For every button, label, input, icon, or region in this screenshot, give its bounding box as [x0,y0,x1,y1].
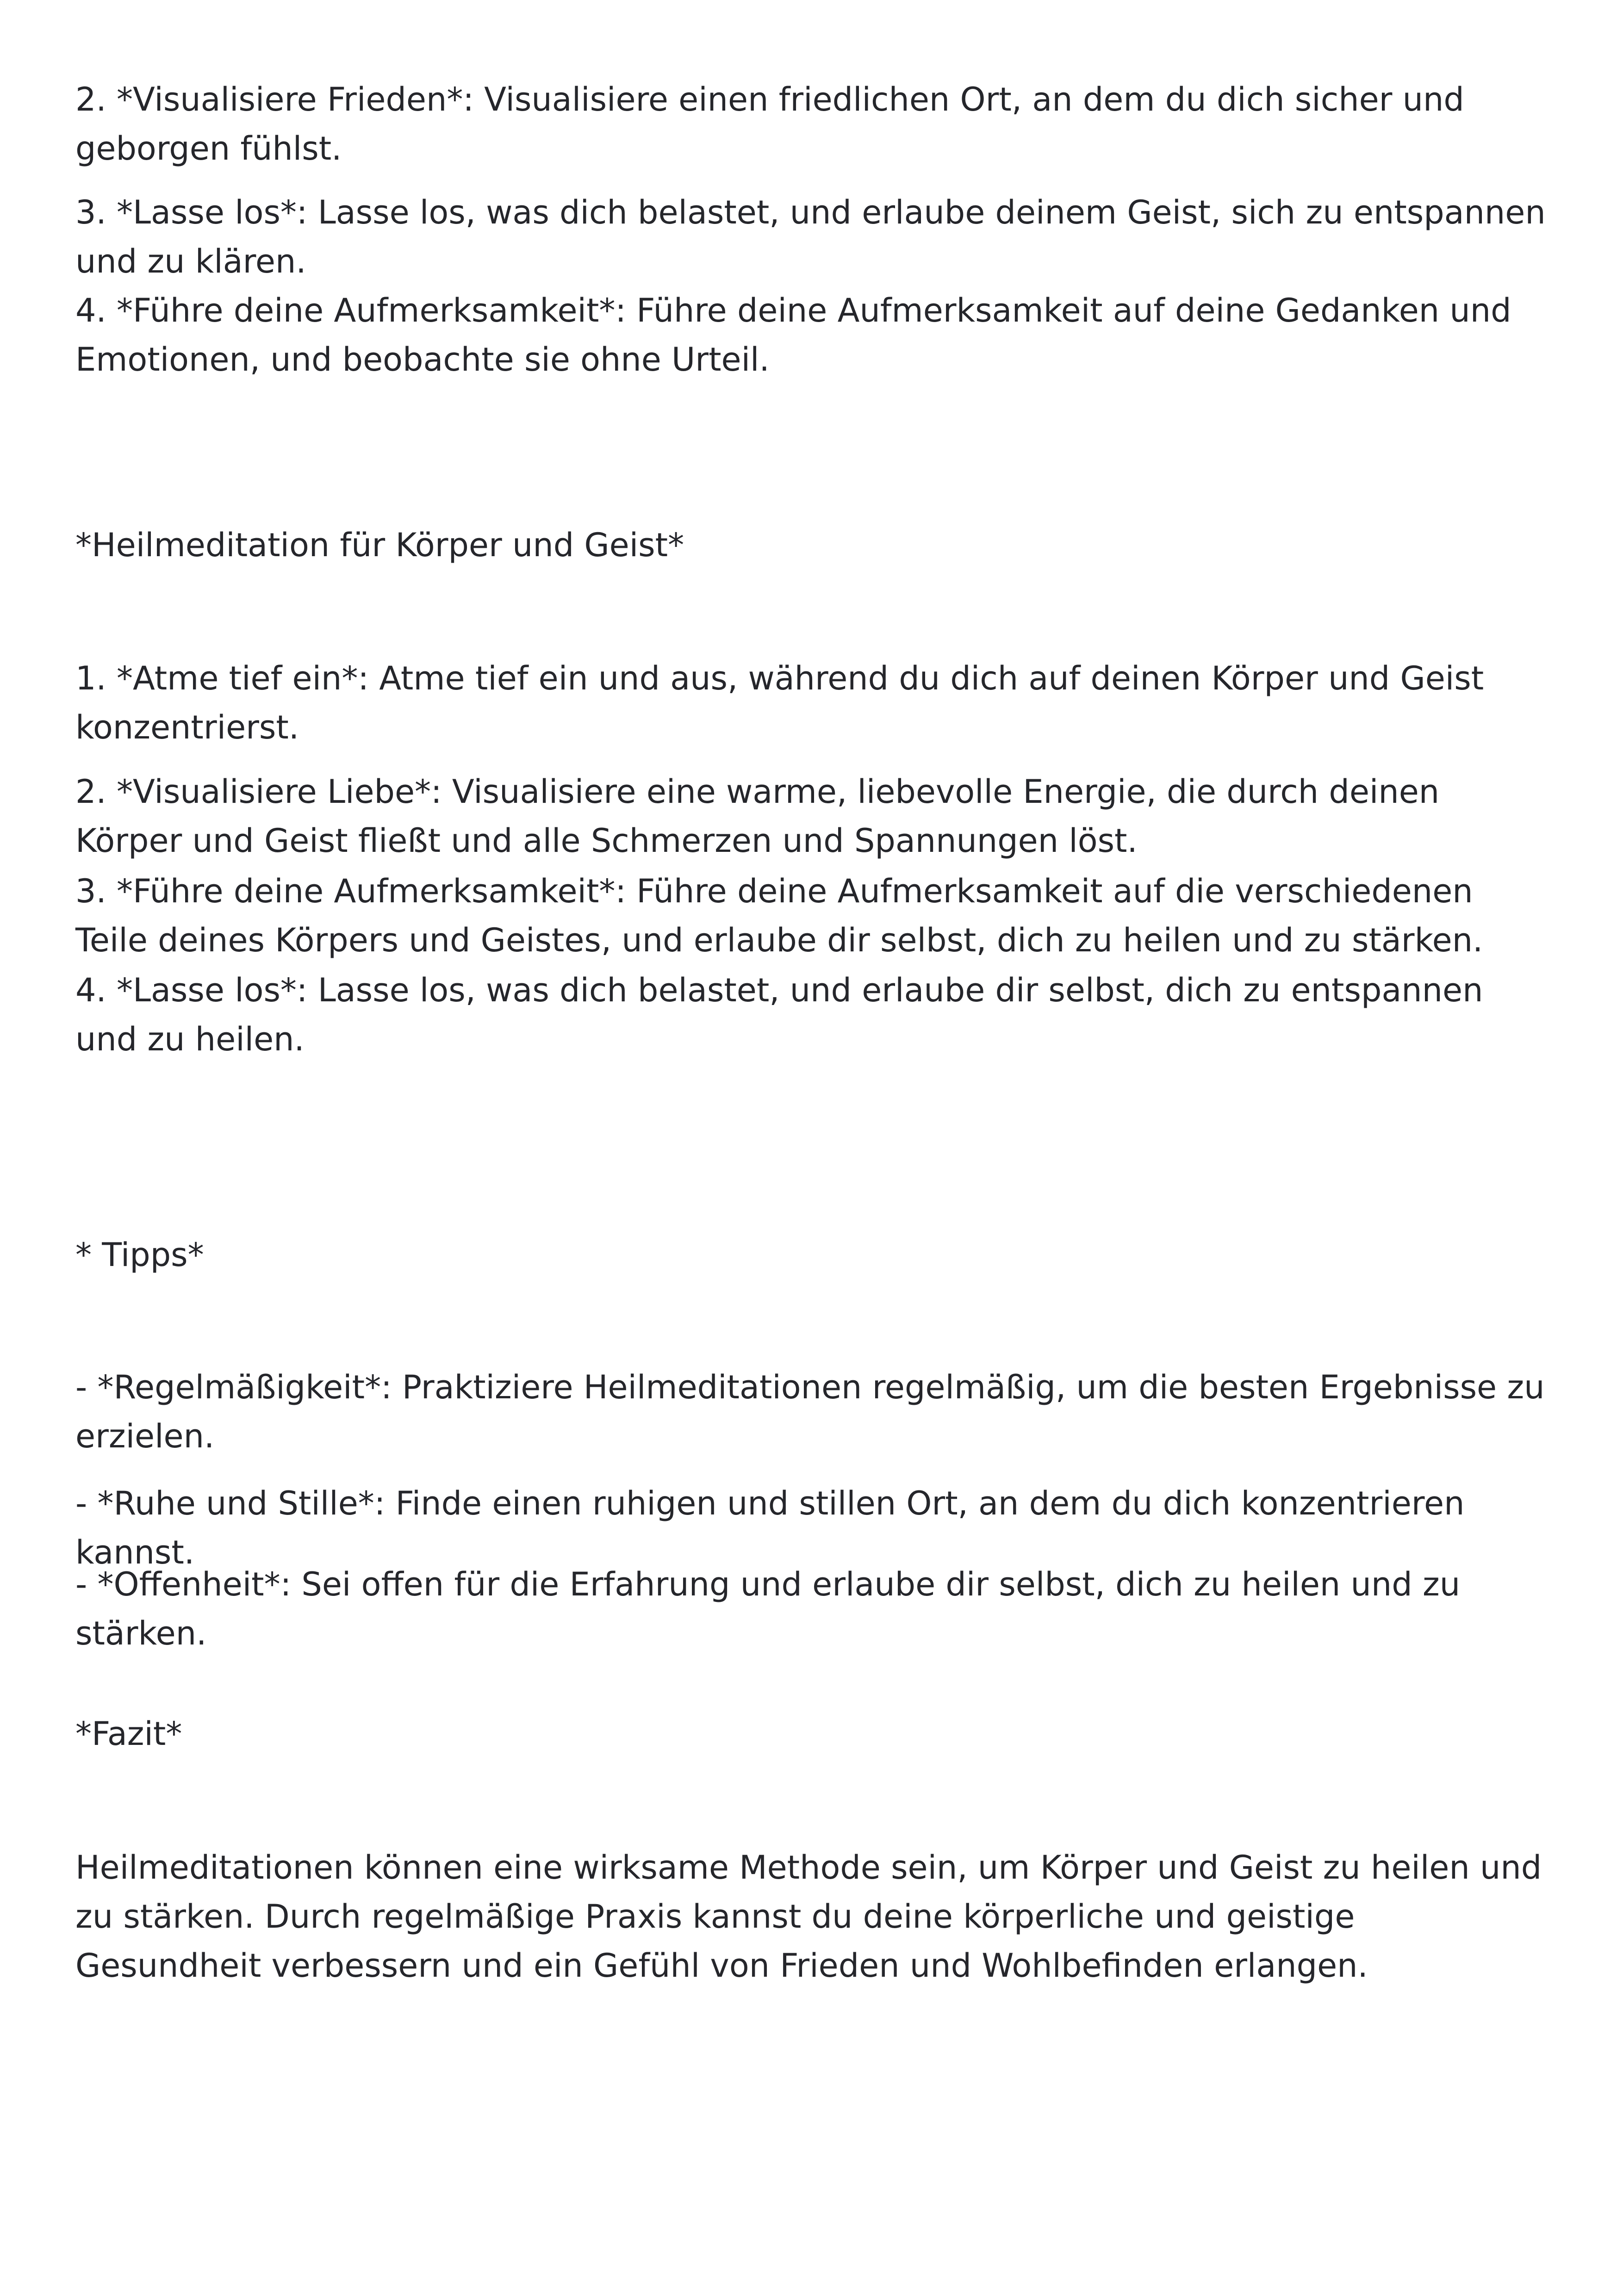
list-item: 4. *Führe deine Aufmerksamkeit*: Führe deine Aufmerksamkeit auf deine Gedanken und Emotionen, und beobachte sie ohne Urteil. [75,292,1511,379]
section-heading-tipps: * Tipps* [75,1236,204,1274]
list-item: - *Offenheit*: Sei offen für die Erfahrung und erlaube dir selbst, dich zu heilen und zu stärken. [75,1565,1461,1652]
list-item: 3. *Lasse los*: Lasse los, was dich belastet, und erlaube deinem Geist, sich zu entspannen und zu klären. [75,193,1546,280]
list-item: 2. *Visualisiere Liebe*: Visualisiere eine warme, liebevolle Energie, die durch deinen Körper und Geist fließt und alle Schmerzen und Spannungen löst. [75,773,1440,860]
section-heading-fazit: *Fazit* [75,1715,182,1753]
section-heading-heilmeditation: *Heilmeditation für Körper und Geist* [75,526,684,564]
list-item: 2. *Visualisiere Frieden*: Visualisiere einen friedlichen Ort, an dem du dich sicher und geborgen fühlst. [75,81,1464,168]
list-item: - *Ruhe und Stille*: Finde einen ruhigen und stillen Ort, an dem du dich konzentrieren kannst. [75,1484,1465,1571]
list-item: 3. *Führe deine Aufmerksamkeit*: Führe deine Aufmerksamkeit auf die verschiedenen Teile deines Körpers und Geistes, und erlaube dir selbst, dich zu heilen und zu stärken. [75,872,1483,959]
fazit-paragraph: Heilmeditationen können eine wirksame Methode sein, um Körper und Geist zu heilen und zu stärken. Durch regelmäßige Praxis kannst du deine körperliche und geistige Gesundheit verbessern und ein Gefühl von Frieden und Wohlbefinden erlangen. [75,1849,1542,1985]
list-item: 4. *Lasse los*: Lasse los, was dich belastet, und erlaube dir selbst, dich zu entspannen und zu heilen. [75,971,1483,1058]
list-item: - *Regelmäßigkeit*: Praktiziere Heilmeditationen regelmäßig, um die besten Ergebnisse zu erzielen. [75,1368,1545,1455]
list-item: 1. *Atme tief ein*: Atme tief ein und aus, während du dich auf deinen Körper und Geist konzentrierst. [75,659,1484,746]
